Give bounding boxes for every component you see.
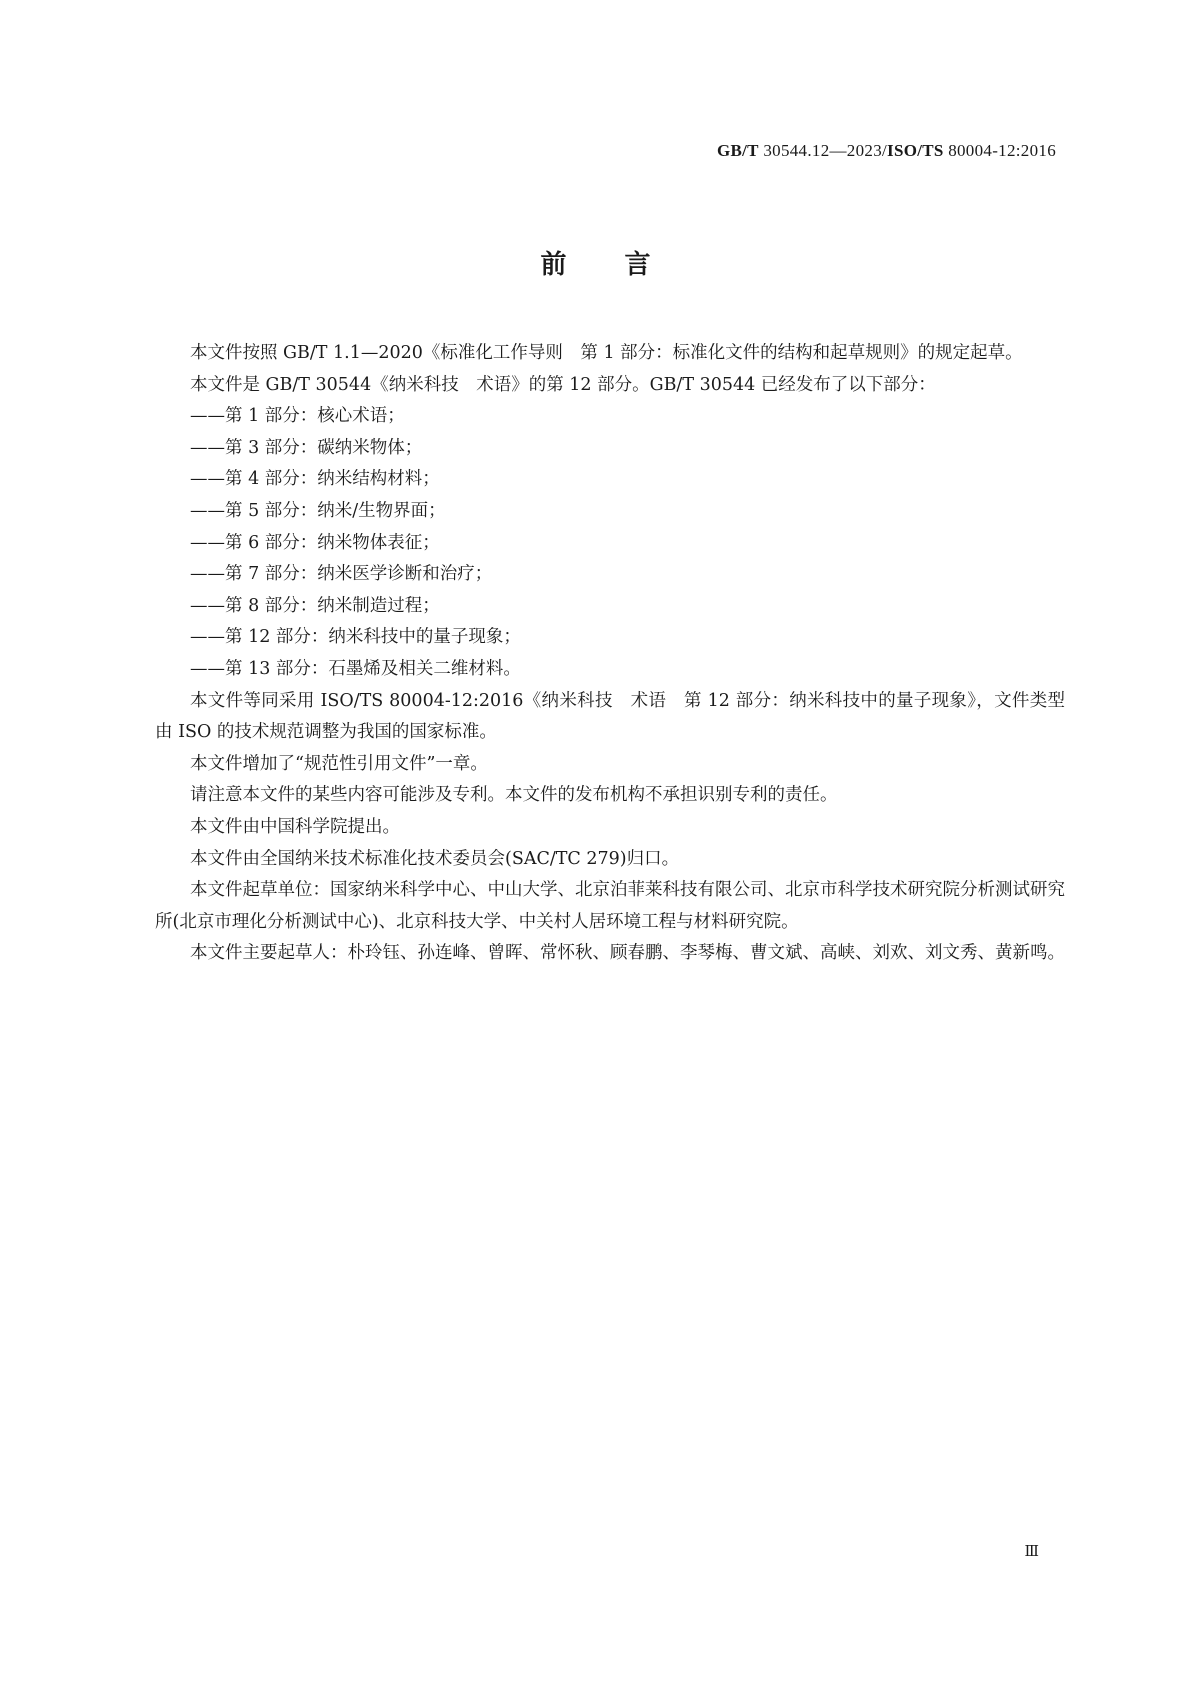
list-item-part: ——第 8 部分：纳米制造过程； xyxy=(190,595,440,616)
page-title: 前言 xyxy=(540,250,709,280)
list-item-part: ——第 3 部分：碳纳米物体； xyxy=(190,437,423,458)
paragraph-drafting-units: 本文件起草单位：国家纳米科学中心、中山大学、北京泊菲莱科技有限公司、北京市科学技术研究院分析测试研究所(北京市理化分析测试中心)、北京科技大学、中关村人居环境工程与材料研究院。 xyxy=(155,880,1065,932)
paragraph-drafters: 本文件主要起草人：朴玲钰、孙连峰、曾晖、常怀秋、顾春鹏、李琴梅、曹文斌、高峡、刘欢、刘文秀、黄新鸣。 xyxy=(190,943,1065,964)
list-item-part: ——第 7 部分：纳米医学诊断和治疗； xyxy=(190,564,493,585)
list-item-part: ——第 6 部分：纳米物体表征； xyxy=(190,532,440,553)
list-item-part: ——第 5 部分：纳米/生物界面； xyxy=(190,500,446,521)
list-item-part: ——第 13 部分：石墨烯及相关二维材料。 xyxy=(190,658,521,679)
standard-code-suffix: 80004-12:2016 xyxy=(943,141,1056,160)
list-item-part: ——第 4 部分：纳米结构材料； xyxy=(190,469,440,490)
paragraph-proposer: 本文件由中国科学院提出。 xyxy=(190,816,400,837)
standard-code-mid: 30544.12—2023/ xyxy=(758,141,888,160)
paragraph-committee: 本文件由全国纳米技术标准化技术委员会(SAC/TC 279)归口。 xyxy=(190,848,680,869)
standard-code-prefix: GB/T xyxy=(716,141,759,160)
paragraph-added-chapter: 本文件增加了“规范性引用文件”一章。 xyxy=(190,753,488,774)
paragraph-drafting-basis: 本文件按照 GB/T 1.1—2020《标准化工作导则 第 1 部分：标准化文件的结构和起草规则》的规定起草。 xyxy=(190,343,1023,363)
foreword-body xyxy=(155,338,1065,970)
paragraph-adoption: 本文件等同采用 ISO/TS 80004-12:2016《纳米科技 术语 第 12 部分：纳米科技中的量子现象》，文件类型由 ISO 的技术规范调整为我国的国家标准。 xyxy=(155,690,1065,743)
page-number: Ⅲ xyxy=(1024,1544,1039,1560)
standard-code-iso: ISO/TS xyxy=(887,141,944,160)
paragraph-patent-notice: 请注意本文件的某些内容可能涉及专利。本文件的发布机构不承担识别专利的责任。 xyxy=(190,785,838,806)
list-item-part: ——第 12 部分：纳米科技中的量子现象； xyxy=(190,627,521,648)
list-item-part: ——第 1 部分：核心术语； xyxy=(190,406,405,427)
paragraph-series-info: 本文件是 GB/T 30544《纳米科技 术语》的第 12 部分。GB/T 30544 已经发布了以下部分： xyxy=(190,374,936,395)
standard-code xyxy=(717,141,1056,161)
